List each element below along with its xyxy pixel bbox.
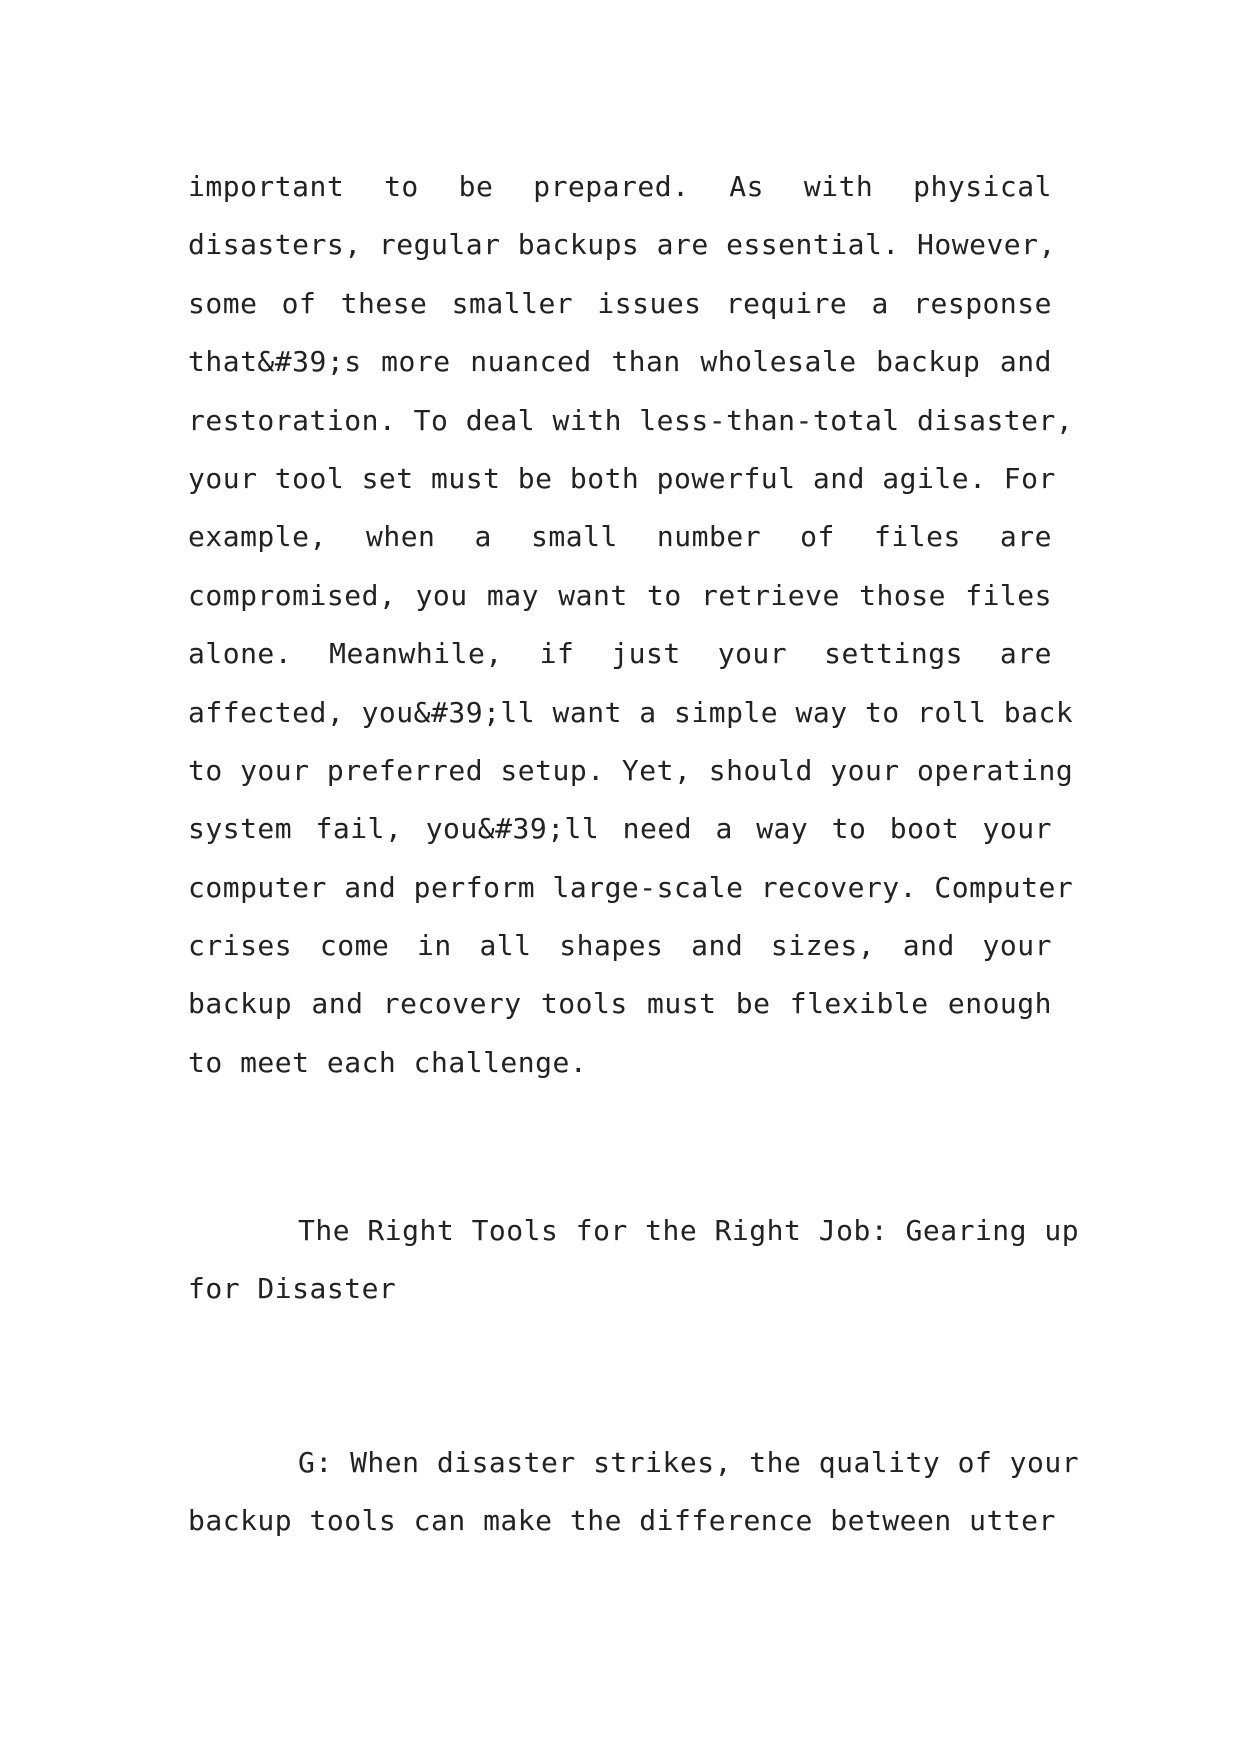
text-line: some of these smaller issues require a response bbox=[188, 286, 1052, 320]
text-line: backup and recovery tools must be flexible enough bbox=[188, 987, 1052, 1021]
text-line: system fail, you&#39;ll need a way to boot your bbox=[188, 812, 1052, 846]
text-line: to your preferred setup. Yet, should your operating bbox=[188, 753, 1074, 787]
text-line: G: When disaster strikes, the quality of your bbox=[298, 1446, 1080, 1479]
section-heading bbox=[188, 1202, 1080, 1319]
heading-line: The Right Tools for the Right Job: Gearing up bbox=[298, 1214, 1080, 1247]
text-line: your tool set must be both powerful and agile. For bbox=[188, 461, 1056, 495]
text-line: alone. Meanwhile, if just your settings are bbox=[188, 637, 1052, 671]
text-line: example, when a small number of files are bbox=[188, 520, 1052, 554]
text-line: crises come in all shapes and sizes, and your bbox=[188, 929, 1052, 963]
text-line: disasters, regular backups are essential. However, bbox=[188, 228, 1056, 262]
text-line: affected, you&#39;ll want a simple way to roll back bbox=[188, 695, 1074, 729]
text-line: compromised, you may want to retrieve those files bbox=[188, 578, 1052, 612]
text-line: to meet each challenge. bbox=[188, 1045, 588, 1079]
text-line: backup tools can make the difference between utter bbox=[188, 1504, 1056, 1538]
heading-line: for Disaster bbox=[188, 1272, 397, 1306]
text-line: computer and perform large-scale recovery. Computer bbox=[188, 870, 1074, 904]
body-paragraph bbox=[188, 1434, 1080, 1551]
body-paragraph bbox=[188, 158, 1074, 1092]
text-line: restoration. To deal with less-than-total disaster, bbox=[188, 403, 1074, 437]
text-line: important to be prepared. As with physical bbox=[188, 170, 1052, 203]
text-line: that&#39;s more nuanced than wholesale backup and bbox=[188, 345, 1052, 379]
